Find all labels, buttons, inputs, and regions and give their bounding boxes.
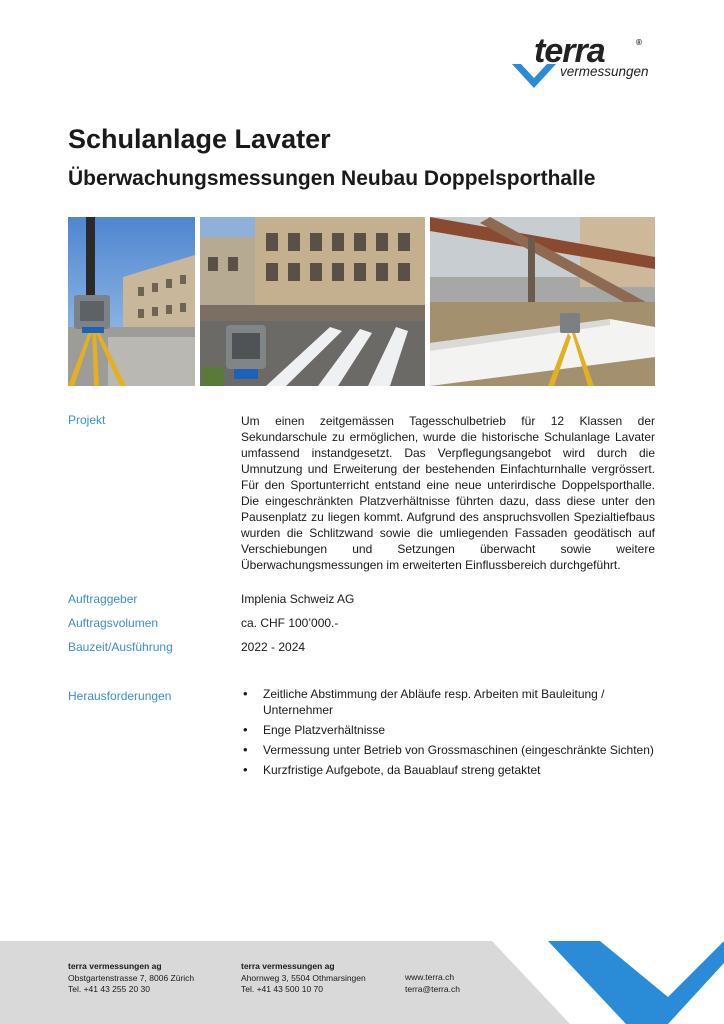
herausforderungen-list xyxy=(241,686,661,782)
footer-company-name: terra vermessungen ag xyxy=(68,961,162,971)
projekt-label: Projekt xyxy=(68,413,106,427)
auftragsvolumen-value: ca. CHF 100’000.- xyxy=(241,616,339,630)
logo-subtitle: vermessungen xyxy=(560,64,649,79)
auftraggeber-label: Auftraggeber xyxy=(68,592,138,606)
footer-address-zurich xyxy=(68,961,194,996)
footer-address: Ahornweg 3, 5504 Othmarsingen xyxy=(241,972,366,983)
footer-phone: Tel. +41 43 255 20 30 xyxy=(68,984,150,994)
photo-facade-excavation xyxy=(200,217,425,386)
footer-contact xyxy=(405,972,460,995)
photo-survey-instrument-building xyxy=(68,217,195,386)
herausforderungen-label: Herausforderungen xyxy=(68,689,172,703)
auftraggeber-value: Implenia Schweiz AG xyxy=(241,592,355,606)
list-item: • Enge Platzverhältnisse xyxy=(241,722,661,738)
footer-address-othmarsingen xyxy=(241,961,366,996)
list-item: • Kurzfristige Aufgebote, da Bauablauf streng getaktet xyxy=(241,762,661,778)
terra-logo xyxy=(512,32,662,94)
footer-phone: Tel. +41 43 500 10 70 xyxy=(241,984,323,994)
projekt-description: Um einen zeitgemässen Tagesschulbetrieb für 12 Klassen der Sekundarschule zu ermöglichen, wurde die historische Schulanlage Lavater umfassend instandgesetzt. Das Verpflegungsangebot wird durch die Umnutzung und Erweiterung der bestehenden Einfachturnhalle vergrössert. Für den Sportunterricht entstand eine neue unterirdische Doppelsporthalle. Die eingeschränkten Platzverhältnisse führten dazu, dass diese unter den Pausenplatz zu liegen kommt. Aufgrund des anspruchsvollen Spezialtiefbaus wurden die Schlitzwand sowie die umliegenden Fassaden geodätisch auf Verschiebungen und Setzungen überwacht sowie weitere Überwachungsmessungen im erweiterten Einflussbereich durchgeführt. xyxy=(241,414,655,572)
bauzeit-value: 2022 - 2024 xyxy=(241,640,306,654)
page-subtitle: Überwachungsmessungen Neubau Doppelsporthalle xyxy=(68,167,596,190)
logo-registered-mark: ® xyxy=(636,38,642,47)
logo-word: terra xyxy=(534,32,605,70)
footer-address: Obstgartenstrasse 7, 8006 Zürich xyxy=(68,972,195,983)
footer-company-name: terra vermessungen ag xyxy=(241,961,335,971)
footer-email-link[interactable]: terra@terra.ch xyxy=(405,983,460,994)
page-title: Schulanlage Lavater xyxy=(68,124,331,154)
list-item: • Zeitliche Abstimmung der Abläufe resp. Arbeiten mit Bauleitung / Unternehmer xyxy=(241,686,661,718)
footer-website-link[interactable]: www.terra.ch xyxy=(405,972,455,982)
bauzeit-label: Bauzeit/Ausführung xyxy=(68,640,173,654)
photo-pipes-struts xyxy=(430,217,655,386)
list-item: • Vermessung unter Betrieb von Grossmaschinen (eingeschränkte Sichten) xyxy=(241,742,661,758)
auftragsvolumen-label: Auftragsvolumen xyxy=(68,616,159,630)
